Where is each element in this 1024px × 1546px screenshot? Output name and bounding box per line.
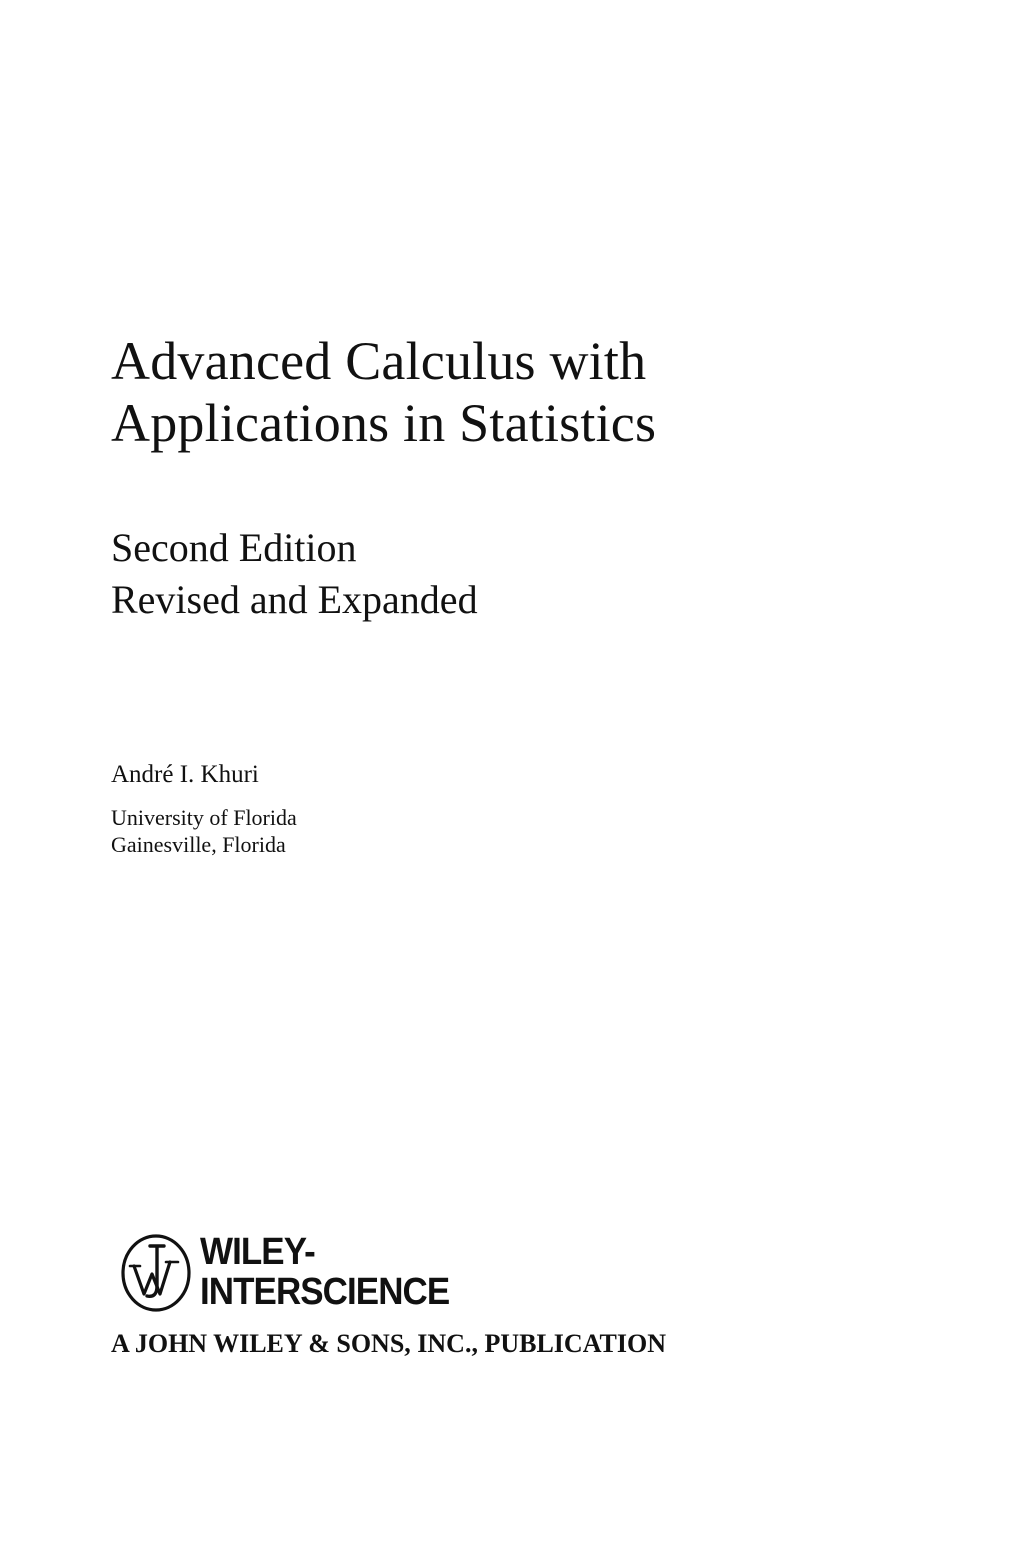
author-name: André I. Khuri (111, 761, 259, 788)
book-title-line-1: Advanced Calculus with (111, 331, 647, 391)
edition-statement (111, 522, 478, 626)
book-title (111, 330, 656, 454)
logo-line-1: WILEY- (200, 1231, 315, 1273)
author-affiliation (111, 804, 297, 858)
book-title-line-2: Applications in Statistics (111, 393, 657, 453)
affiliation-line-1: University of Florida (111, 805, 297, 830)
affiliation-line-2: Gainesville, Florida (111, 832, 286, 857)
publisher-logo (120, 1232, 480, 1316)
wiley-jw-seal-icon (120, 1232, 194, 1314)
edition-line-1: Second Edition (111, 525, 357, 570)
edition-line-2: Revised and Expanded (111, 577, 478, 622)
logo-line-2: INTERSCIENCE (200, 1271, 450, 1313)
publisher-imprint: A JOHN WILEY & SONS, INC., PUBLICATION (111, 1329, 667, 1358)
publisher-logo-wordmark (200, 1232, 449, 1312)
